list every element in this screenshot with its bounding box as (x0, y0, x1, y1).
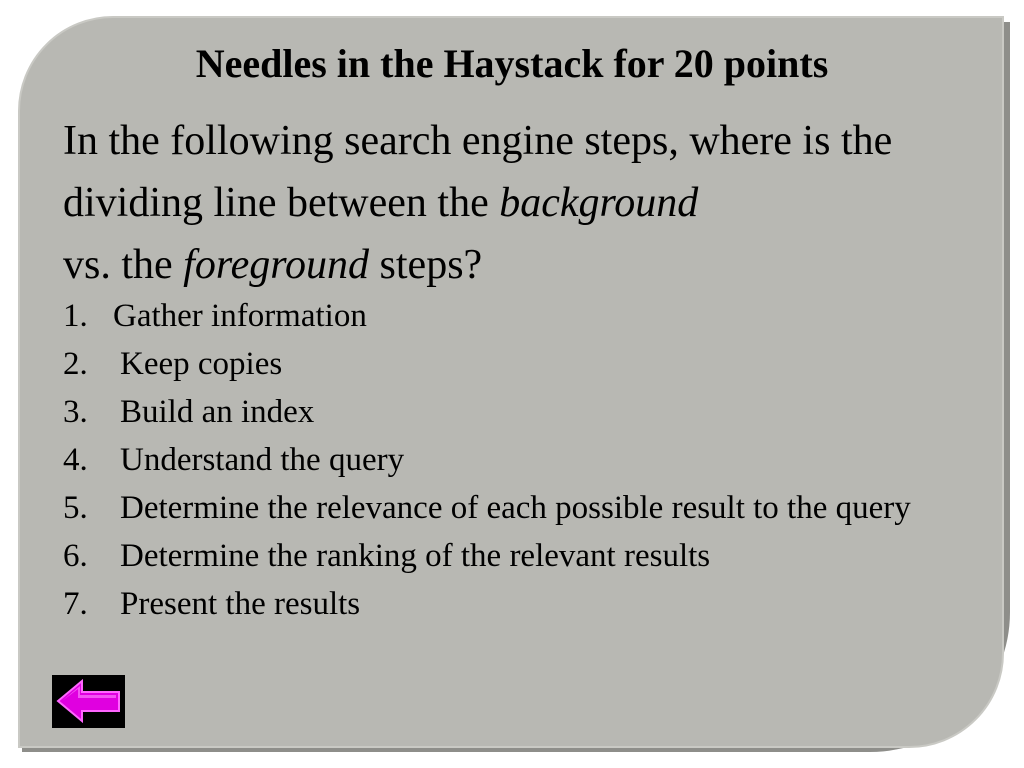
question-part-3: steps? (369, 242, 483, 288)
list-item (63, 436, 963, 484)
slide-title: Needles in the Haystack for 20 points (195, 41, 829, 86)
list-item (63, 532, 963, 580)
back-button[interactable] (52, 675, 125, 728)
step-number: 4. (63, 442, 88, 478)
list-item (63, 292, 963, 340)
step-number: 3. (63, 394, 88, 430)
step-number: 2. (63, 346, 88, 382)
question-part-2: vs. the (63, 242, 184, 288)
list-item (63, 484, 963, 532)
question-emphasis-background: background (499, 180, 699, 226)
question-text (63, 110, 983, 296)
step-text: Gather information (113, 298, 367, 334)
question-emphasis-foreground: foreground (183, 242, 370, 288)
step-text: Determine the ranking of the relevant results (120, 538, 711, 574)
left-arrow-icon (52, 675, 125, 728)
steps-list (63, 292, 963, 628)
step-number: 5. (63, 490, 88, 526)
step-text: Present the results (120, 586, 361, 622)
step-number: 1. (63, 298, 88, 334)
list-item (63, 580, 963, 628)
step-text: Keep copies (120, 346, 283, 382)
question-part-1: In the following search engine steps, where is the dividing line between the (63, 118, 893, 226)
step-text: Determine the relevance of each possible result to the query (120, 490, 911, 526)
list-item (63, 340, 963, 388)
step-text: Understand the query (120, 442, 405, 478)
list-item (63, 388, 963, 436)
step-text: Build an index (120, 394, 315, 430)
step-number: 6. (63, 538, 88, 574)
step-number: 7. (63, 586, 88, 622)
